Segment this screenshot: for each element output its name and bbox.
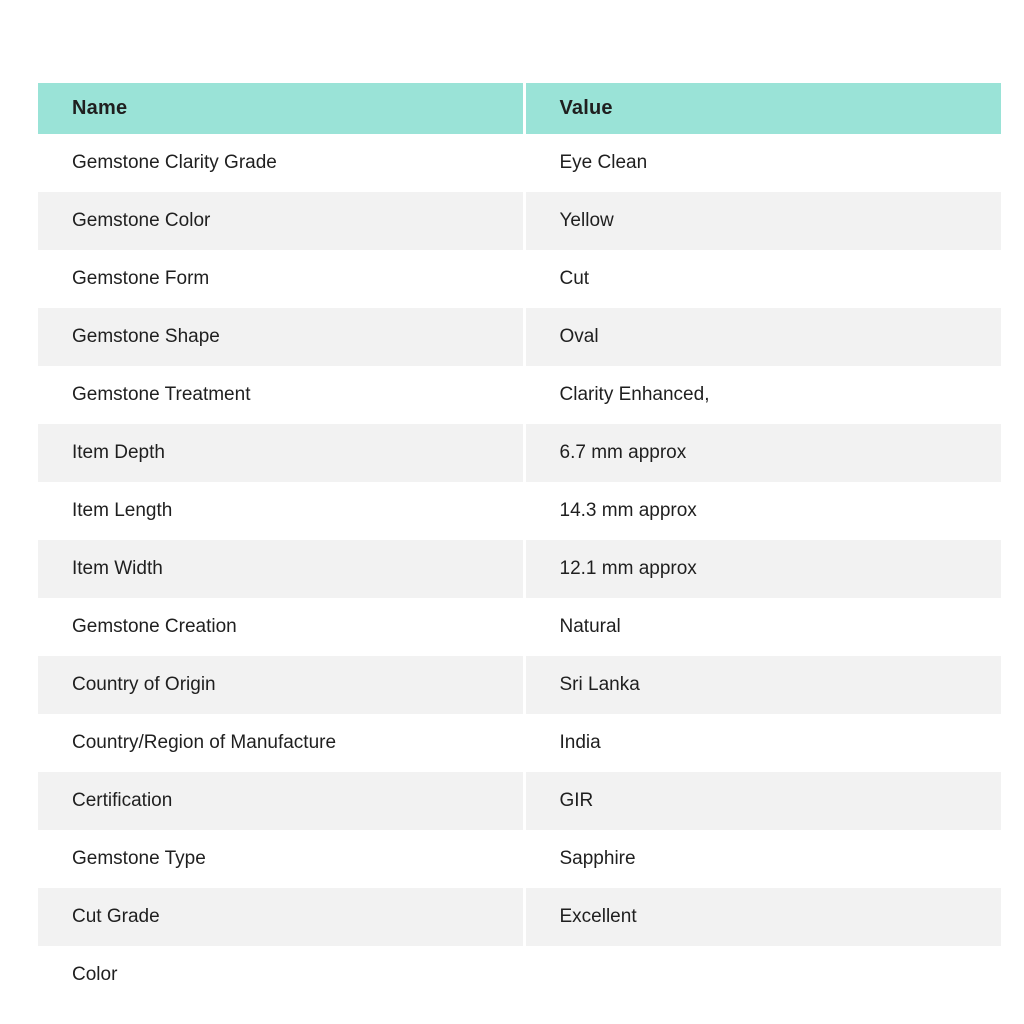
table-row — [38, 888, 1001, 946]
row-value-cell: Yellow — [524, 192, 1001, 250]
row-value-cell: Oval — [524, 308, 1001, 366]
table-row — [38, 192, 1001, 250]
table-row — [38, 656, 1001, 714]
row-name-cell: Color — [72, 964, 118, 985]
row-value-cell: Excellent — [524, 888, 1001, 946]
table-row — [38, 714, 1001, 772]
item-specifics-table — [38, 83, 1001, 1004]
row-name-cell: Country of Origin — [72, 674, 216, 695]
row-value-cell: Clarity Enhanced, — [524, 366, 1001, 424]
row-value-cell: Sapphire — [524, 830, 1001, 888]
table-row — [38, 250, 1001, 308]
row-value-cell: 12.1 mm approx — [524, 540, 1001, 598]
row-value-cell: 6.7 mm approx — [524, 424, 1001, 482]
spec-table-header — [38, 83, 1001, 134]
table-row — [38, 540, 1001, 598]
row-name-cell: Gemstone Type — [72, 848, 206, 869]
row-name-cell: Gemstone Clarity Grade — [72, 152, 277, 173]
table-row — [38, 134, 1001, 192]
row-name-cell: Gemstone Color — [72, 210, 211, 231]
row-name-cell: Item Width — [72, 558, 163, 579]
table-row — [38, 308, 1001, 366]
row-name-cell: Certification — [72, 790, 173, 811]
column-header-value: Value — [524, 83, 1001, 134]
row-name-cell: Cut Grade — [72, 906, 160, 927]
table-row — [38, 598, 1001, 656]
table-row — [38, 946, 1001, 1004]
table-row — [38, 366, 1001, 424]
table-row — [38, 482, 1001, 540]
row-name-cell: Gemstone Shape — [72, 326, 220, 347]
table-row — [38, 424, 1001, 482]
row-value-cell: GIR — [524, 772, 1001, 830]
row-value-cell: Eye Clean — [524, 134, 1001, 192]
row-value-cell: Sri Lanka — [524, 656, 1001, 714]
row-value-cell: 14.3 mm approx — [524, 482, 1001, 540]
row-name-cell: Gemstone Creation — [72, 616, 237, 637]
spec-table — [38, 83, 1001, 1004]
column-header-name: Name — [38, 83, 524, 134]
header-row — [38, 83, 1001, 134]
row-name-cell: Item Length — [72, 500, 173, 521]
row-value-cell: Cut — [524, 250, 1001, 308]
table-row — [38, 830, 1001, 888]
row-value-cell — [524, 946, 1001, 1004]
row-name-cell: Gemstone Form — [72, 268, 210, 289]
row-name-cell: Gemstone Treatment — [72, 384, 251, 405]
row-value-cell: India — [524, 714, 1001, 772]
row-value-cell: Natural — [524, 598, 1001, 656]
row-name-cell: Item Depth — [72, 442, 165, 463]
row-name-cell: Country/Region of Manufacture — [72, 732, 337, 753]
table-row — [38, 772, 1001, 830]
spec-table-body — [38, 134, 1001, 1004]
